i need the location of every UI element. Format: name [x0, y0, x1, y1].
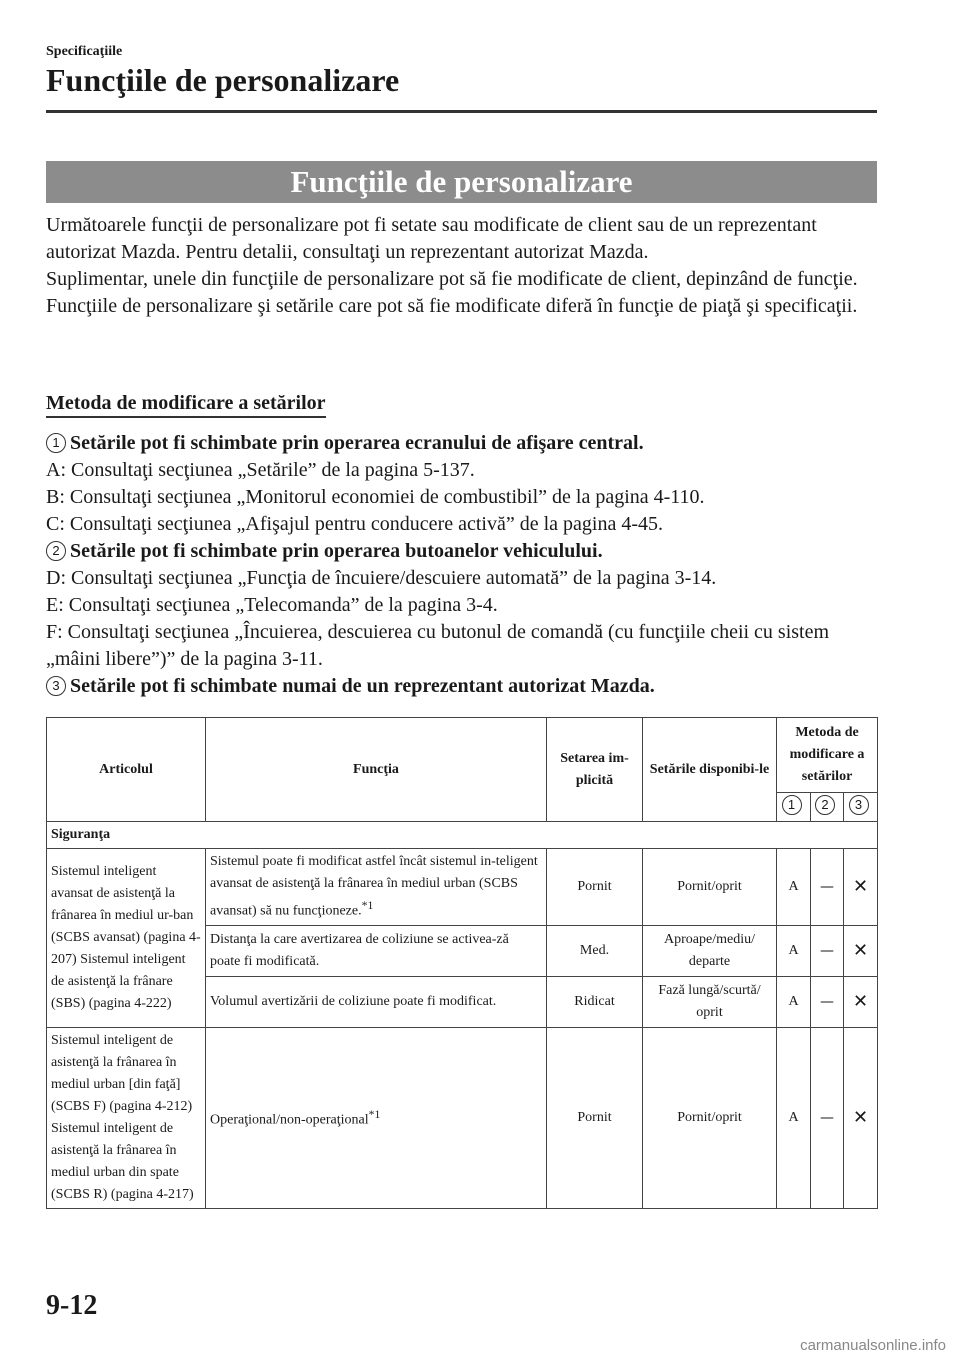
- header-method-2: [811, 793, 844, 822]
- item-cell: Sistemul inteligent avansat de asistenţă la frânarea în mediul ur-ban (SCBS avansat) (pagina 4-207) Sistemul inteligent de asistenţă la frânare (SBS) (pagina 4-222): [47, 849, 206, 1028]
- header-item: Articolul: [47, 718, 206, 822]
- available-cell: Pornit/oprit: [643, 1027, 777, 1208]
- method-3-text: Setările pot fi schimbate numai de un reprezentant autorizat Mazda.: [70, 675, 655, 697]
- method-line: E: Consultaţi secţiunea „Telecomanda” de la pagina 3-4.: [46, 594, 498, 616]
- method-1-cell: A: [777, 976, 811, 1027]
- cross-icon: ✕: [844, 976, 878, 1027]
- intro-paragraph: Funcţiile de personalizare şi setările care pot să fie modificate diferă în funcţie de piaţă şi specificaţii.: [46, 295, 858, 317]
- available-cell: Pornit/oprit: [643, 849, 777, 926]
- method-line: F: Consultaţi secţiunea „Încuierea, descuierea cu butonul de comandă (cu funcţiile cheii cu sistem „mâini libere”)” de la pagina 3-11.: [46, 621, 830, 670]
- function-cell: [206, 1027, 547, 1208]
- default-cell: Pornit: [547, 849, 643, 926]
- header-available: Setările disponibi-le: [643, 718, 777, 822]
- method-line: D: Consultaţi secţiunea „Funcţia de încuiere/descuiere automată” de la pagina 3-14.: [46, 567, 717, 589]
- category-label: Siguranţa: [47, 822, 878, 849]
- function-cell: [206, 849, 547, 926]
- method-1-cell: A: [777, 1027, 811, 1208]
- method-2-cell: —: [811, 1027, 844, 1208]
- table-row: [47, 1027, 878, 1208]
- title-divider: [46, 110, 877, 113]
- circled-number-2-icon: 2: [46, 541, 66, 561]
- header-function: Funcţia: [206, 718, 547, 822]
- function-text: Operaţional/non-operaţional: [210, 1112, 369, 1128]
- table-category-row: [47, 822, 878, 849]
- cross-icon: ✕: [844, 849, 878, 926]
- circled-number-1-icon: 1: [782, 795, 802, 815]
- default-cell: Pornit: [547, 1027, 643, 1208]
- method-1-cell: A: [777, 925, 811, 976]
- header-method: Metoda de modificare a setărilor: [777, 718, 878, 793]
- method-line: A: Consultaţi secţiunea „Setările” de la pagina 5-137.: [46, 459, 475, 481]
- circled-number-1-icon: 1: [46, 433, 66, 453]
- default-cell: Med.: [547, 925, 643, 976]
- footnote-mark: *1: [368, 1107, 381, 1121]
- table-header-row: [47, 718, 878, 793]
- circled-number-3-icon: 3: [849, 795, 869, 815]
- method-1-cell: A: [777, 849, 811, 926]
- footnote-mark: *1: [361, 899, 374, 912]
- circled-number-2-icon: 2: [815, 795, 835, 815]
- default-cell: Ridicat: [547, 976, 643, 1027]
- cross-icon: ✕: [844, 1027, 878, 1208]
- function-cell: Distanţa la care avertizarea de coliziune se activea-ză poate fi modificată.: [206, 925, 547, 976]
- intro-paragraph: Suplimentar, unele din funcţiile de personalizare pot să fie modificate de client, depinzând de funcţie.: [46, 268, 858, 290]
- cross-icon: ✕: [844, 925, 878, 976]
- available-cell: Fază lungă/scurtă/ oprit: [643, 976, 777, 1027]
- available-cell: Aproape/mediu/ departe: [643, 925, 777, 976]
- intro-text: [46, 212, 886, 320]
- section-banner: Funcţiile de personalizare: [46, 161, 877, 203]
- item-cell: Sistemul inteligent de asistenţă la frânarea în mediul urban [din faţă] (SCBS F) (pagina 4-212) Sistemul inteligent de asistenţă la frânarea în mediul urban din spate (SCBS R) (pagina 4-217): [47, 1027, 206, 1208]
- header-default: Setarea im-plicită: [547, 718, 643, 822]
- page-title: Funcţiile de personalizare: [46, 62, 400, 98]
- method-line: C: Consultaţi secţiunea „Afişajul pentru conducere activă” de la pagina 4-45.: [46, 513, 664, 535]
- method-3-heading: [46, 673, 886, 700]
- circled-number-3-icon: 3: [46, 676, 66, 696]
- table-row: [47, 849, 878, 926]
- method-2-text: Setările pot fi schimbate prin operarea butoanelor vehiculului.: [70, 540, 603, 562]
- method-2-cell: —: [811, 976, 844, 1027]
- header-method-1: [777, 793, 811, 822]
- method-2-cell: —: [811, 925, 844, 976]
- page-number: 9-12: [46, 1290, 98, 1321]
- method-2-heading: [46, 538, 886, 565]
- function-text: Sistemul poate fi modificat astfel încât sistemul in-teligent avansat de asistenţă la frânarea în mediul urban (SCBS avansat) să nu funcţioneze.: [210, 854, 538, 919]
- function-cell: Volumul avertizării de coliziune poate fi modificat.: [206, 976, 547, 1027]
- method-1-heading: [46, 430, 886, 457]
- methods-heading: Metoda de modificare a setărilor: [46, 391, 326, 418]
- method-1-text: Setările pot fi schimbate prin operarea ecranului de afişare central.: [70, 432, 644, 454]
- section-label: Specificaţiile: [46, 44, 123, 59]
- header-method-3: [844, 793, 878, 822]
- method-line: B: Consultaţi secţiunea „Monitorul economiei de combustibil” de la pagina 4-110.: [46, 486, 705, 508]
- method-2-cell: —: [811, 849, 844, 926]
- intro-paragraph: Următoarele funcţii de personalizare pot fi setate sau modificate de client sau de un reprezentant autorizat Mazda. Pentru detalii, consultaţi un reprezentant autorizat Mazda.: [46, 214, 817, 263]
- customization-table: [46, 717, 878, 1209]
- methods-list: [46, 430, 886, 700]
- watermark: carmanualsonline.info: [800, 1337, 946, 1354]
